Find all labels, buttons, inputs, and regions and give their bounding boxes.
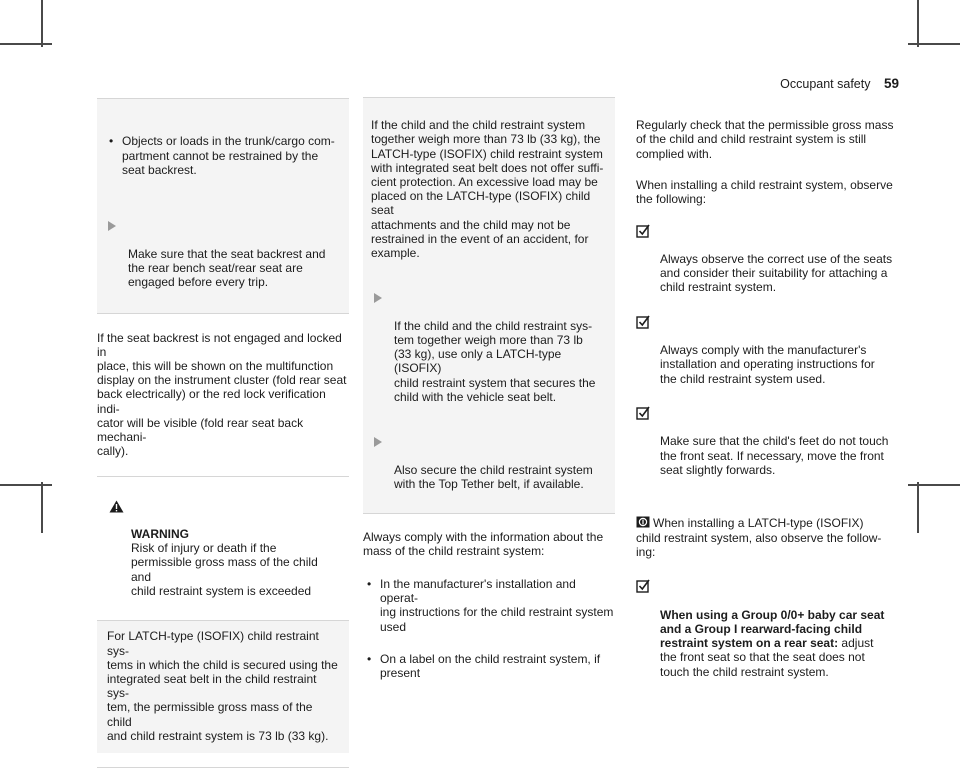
checkbox-checked-icon	[636, 406, 650, 420]
info-box-list	[105, 120, 341, 191]
warning-heading: Risk of injury or death if the permissible gross mass of the child and child restraint system is exceeded	[131, 541, 318, 598]
crop-mark	[41, 482, 43, 533]
list-item: • Objects or loads in the trunk/cargo com- partment cannot be restrained by the seat backrest.	[105, 134, 341, 177]
paragraph: When installing a child restraint system, observe the following:	[636, 178, 893, 207]
warning-box	[97, 476, 349, 768]
list-item: • On a label on the child restraint system, if present	[363, 652, 615, 680]
list-item: • In the manufacturer's installation and operat- ing instructions for the child restraint system used	[363, 577, 615, 634]
page-header	[780, 77, 899, 91]
checklist-item	[636, 406, 898, 477]
crop-mark	[908, 43, 960, 45]
checkbox-checked-icon	[636, 224, 650, 238]
checklist-text: Always comply with the manufacturer's installation and operating instructions for the child restraint system used.	[660, 343, 875, 386]
paragraph: Always comply with the information about the mass of the child restraint system:	[363, 530, 604, 559]
step-arrow-icon	[374, 437, 382, 447]
column-2	[363, 97, 615, 695]
step-arrow-icon	[108, 221, 116, 231]
checkbox-checked-icon	[636, 579, 650, 593]
checkbox-checked-icon	[636, 315, 650, 329]
column-3	[636, 104, 898, 693]
checklist-item	[636, 315, 898, 386]
page-number: 59	[883, 76, 899, 91]
checklist-item	[636, 224, 898, 295]
checklist-text: Always observe the correct use of the seats and consider their suitability for attaching a child restraint system.	[660, 252, 893, 295]
step-text: Also secure the child restraint system with the Top Tether belt, if available.	[394, 462, 593, 491]
info-box	[97, 98, 349, 314]
checklist-text: adjust the front seat so that the seat does not touch the child restraint system.	[660, 636, 874, 679]
column-1	[97, 98, 349, 768]
box-paragraph: If the child and the child restraint system together weigh more than 73 lb (33 kg), the LATCH-type (ISOFIX) child restraint system with integrated seat belt does not offer suffi- cient protection. An excessive load may be placed on the LATCH-type (ISOFIX) child seat attachments and the child may not be restrained in the event of an accident, for example.	[371, 118, 604, 261]
step-arrow-icon	[374, 293, 382, 303]
instruction-step	[371, 290, 607, 404]
crop-mark	[908, 484, 960, 486]
step-text: Make sure that the seat backrest and the rear bench seat/rear seat are engaged before every trip.	[128, 246, 326, 290]
crop-mark	[0, 484, 52, 486]
crop-mark	[917, 0, 919, 47]
info-box	[363, 97, 615, 514]
checklist-item	[636, 579, 898, 678]
instruction-step	[371, 434, 607, 491]
warning-label: WARNING	[131, 527, 189, 542]
note	[636, 502, 898, 559]
paragraph: Regularly check that the permissible gross mass of the child and child restraint system is still complied with.	[636, 118, 894, 161]
warning-body: For LATCH-type (ISOFIX) child restraint sys- tems in which the child is secured using the integrated seat belt in the child restraint sys- tem, the permissible gross mass of the child and child restraint system is 73 lb (33 kg).	[97, 620, 349, 753]
crop-mark	[917, 482, 919, 533]
checklist-text: Make sure that the child's feet do not touch the front seat. If necessary, move the front seat slightly forwards.	[660, 434, 889, 477]
crop-mark	[41, 0, 43, 47]
warning-header	[97, 492, 349, 606]
note-icon	[636, 516, 650, 528]
checklist-bold-text: When using a Group 0/0+ baby car seat and a Group I rearward-facing child restraint system on a rear seat:	[660, 607, 885, 651]
paragraph: If the seat backrest is not engaged and locked in place, this will be shown on the multifunction display on the instrument cluster (fold rear seat back electrically) or the red lock verification indi- cator will be visible (fold rear seat back mechani- cally).	[97, 330, 347, 459]
note-text: When installing a LATCH-type (ISOFIX) child restraint system, also observe the follow- ing:	[636, 516, 882, 559]
warning-icon	[109, 500, 124, 513]
section-title: Occupant safety	[780, 77, 871, 91]
bullet-list	[363, 563, 615, 695]
instruction-step	[105, 218, 341, 289]
step-text: If the child and the child restraint sys- tem together weigh more than 73 lb (33 kg), use only a LATCH-type (ISOFIX) child restraint system that secures the child with the vehicle seat belt.	[394, 318, 596, 404]
crop-mark	[0, 43, 52, 45]
